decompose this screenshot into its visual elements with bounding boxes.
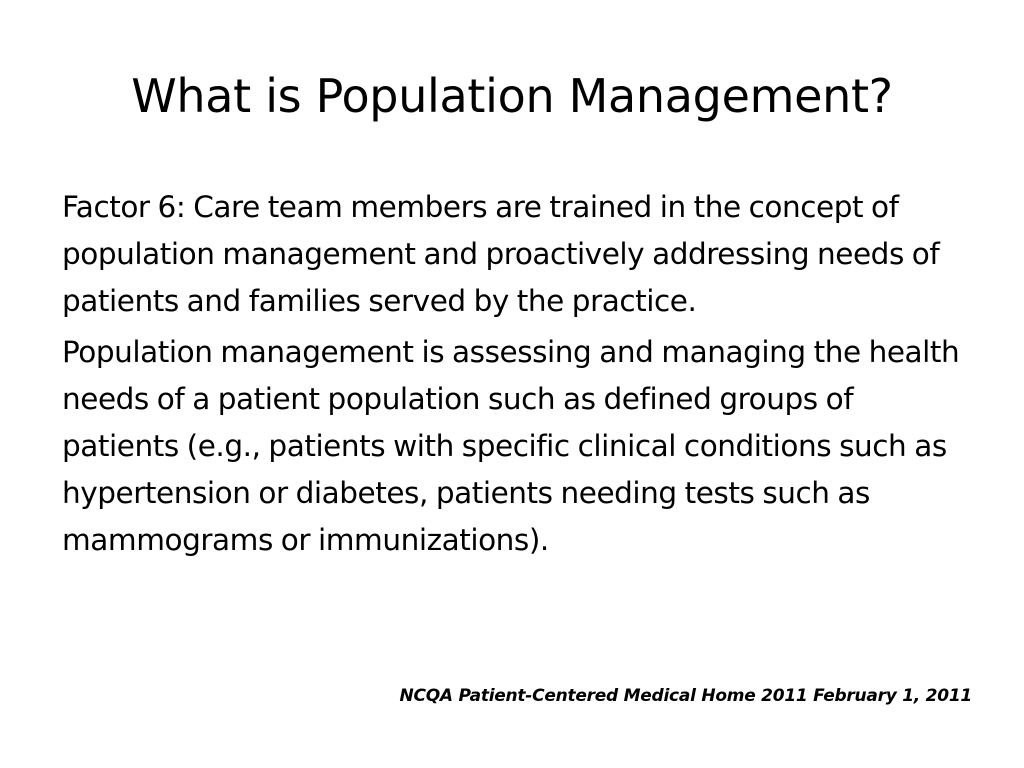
slide-title: What is Population Management? (131, 69, 893, 123)
source-citation: NCQA Patient-Centered Medical Home 2011 February 1, 2011 (399, 686, 972, 706)
paragraph-factor-6: Factor 6: Care team members are trained in the concept of population management and proactively addressing needs of patients and families served by the practice. (62, 190, 940, 318)
paragraph-definition: Population management is assessing and managing the health needs of a patient population such as defined groups of patients (e.g., patients with specific clinical conditions such as hypertension or diabetes, patients needing tests such as mammograms or immunizations). (62, 335, 960, 557)
slide-body (62, 184, 967, 568)
